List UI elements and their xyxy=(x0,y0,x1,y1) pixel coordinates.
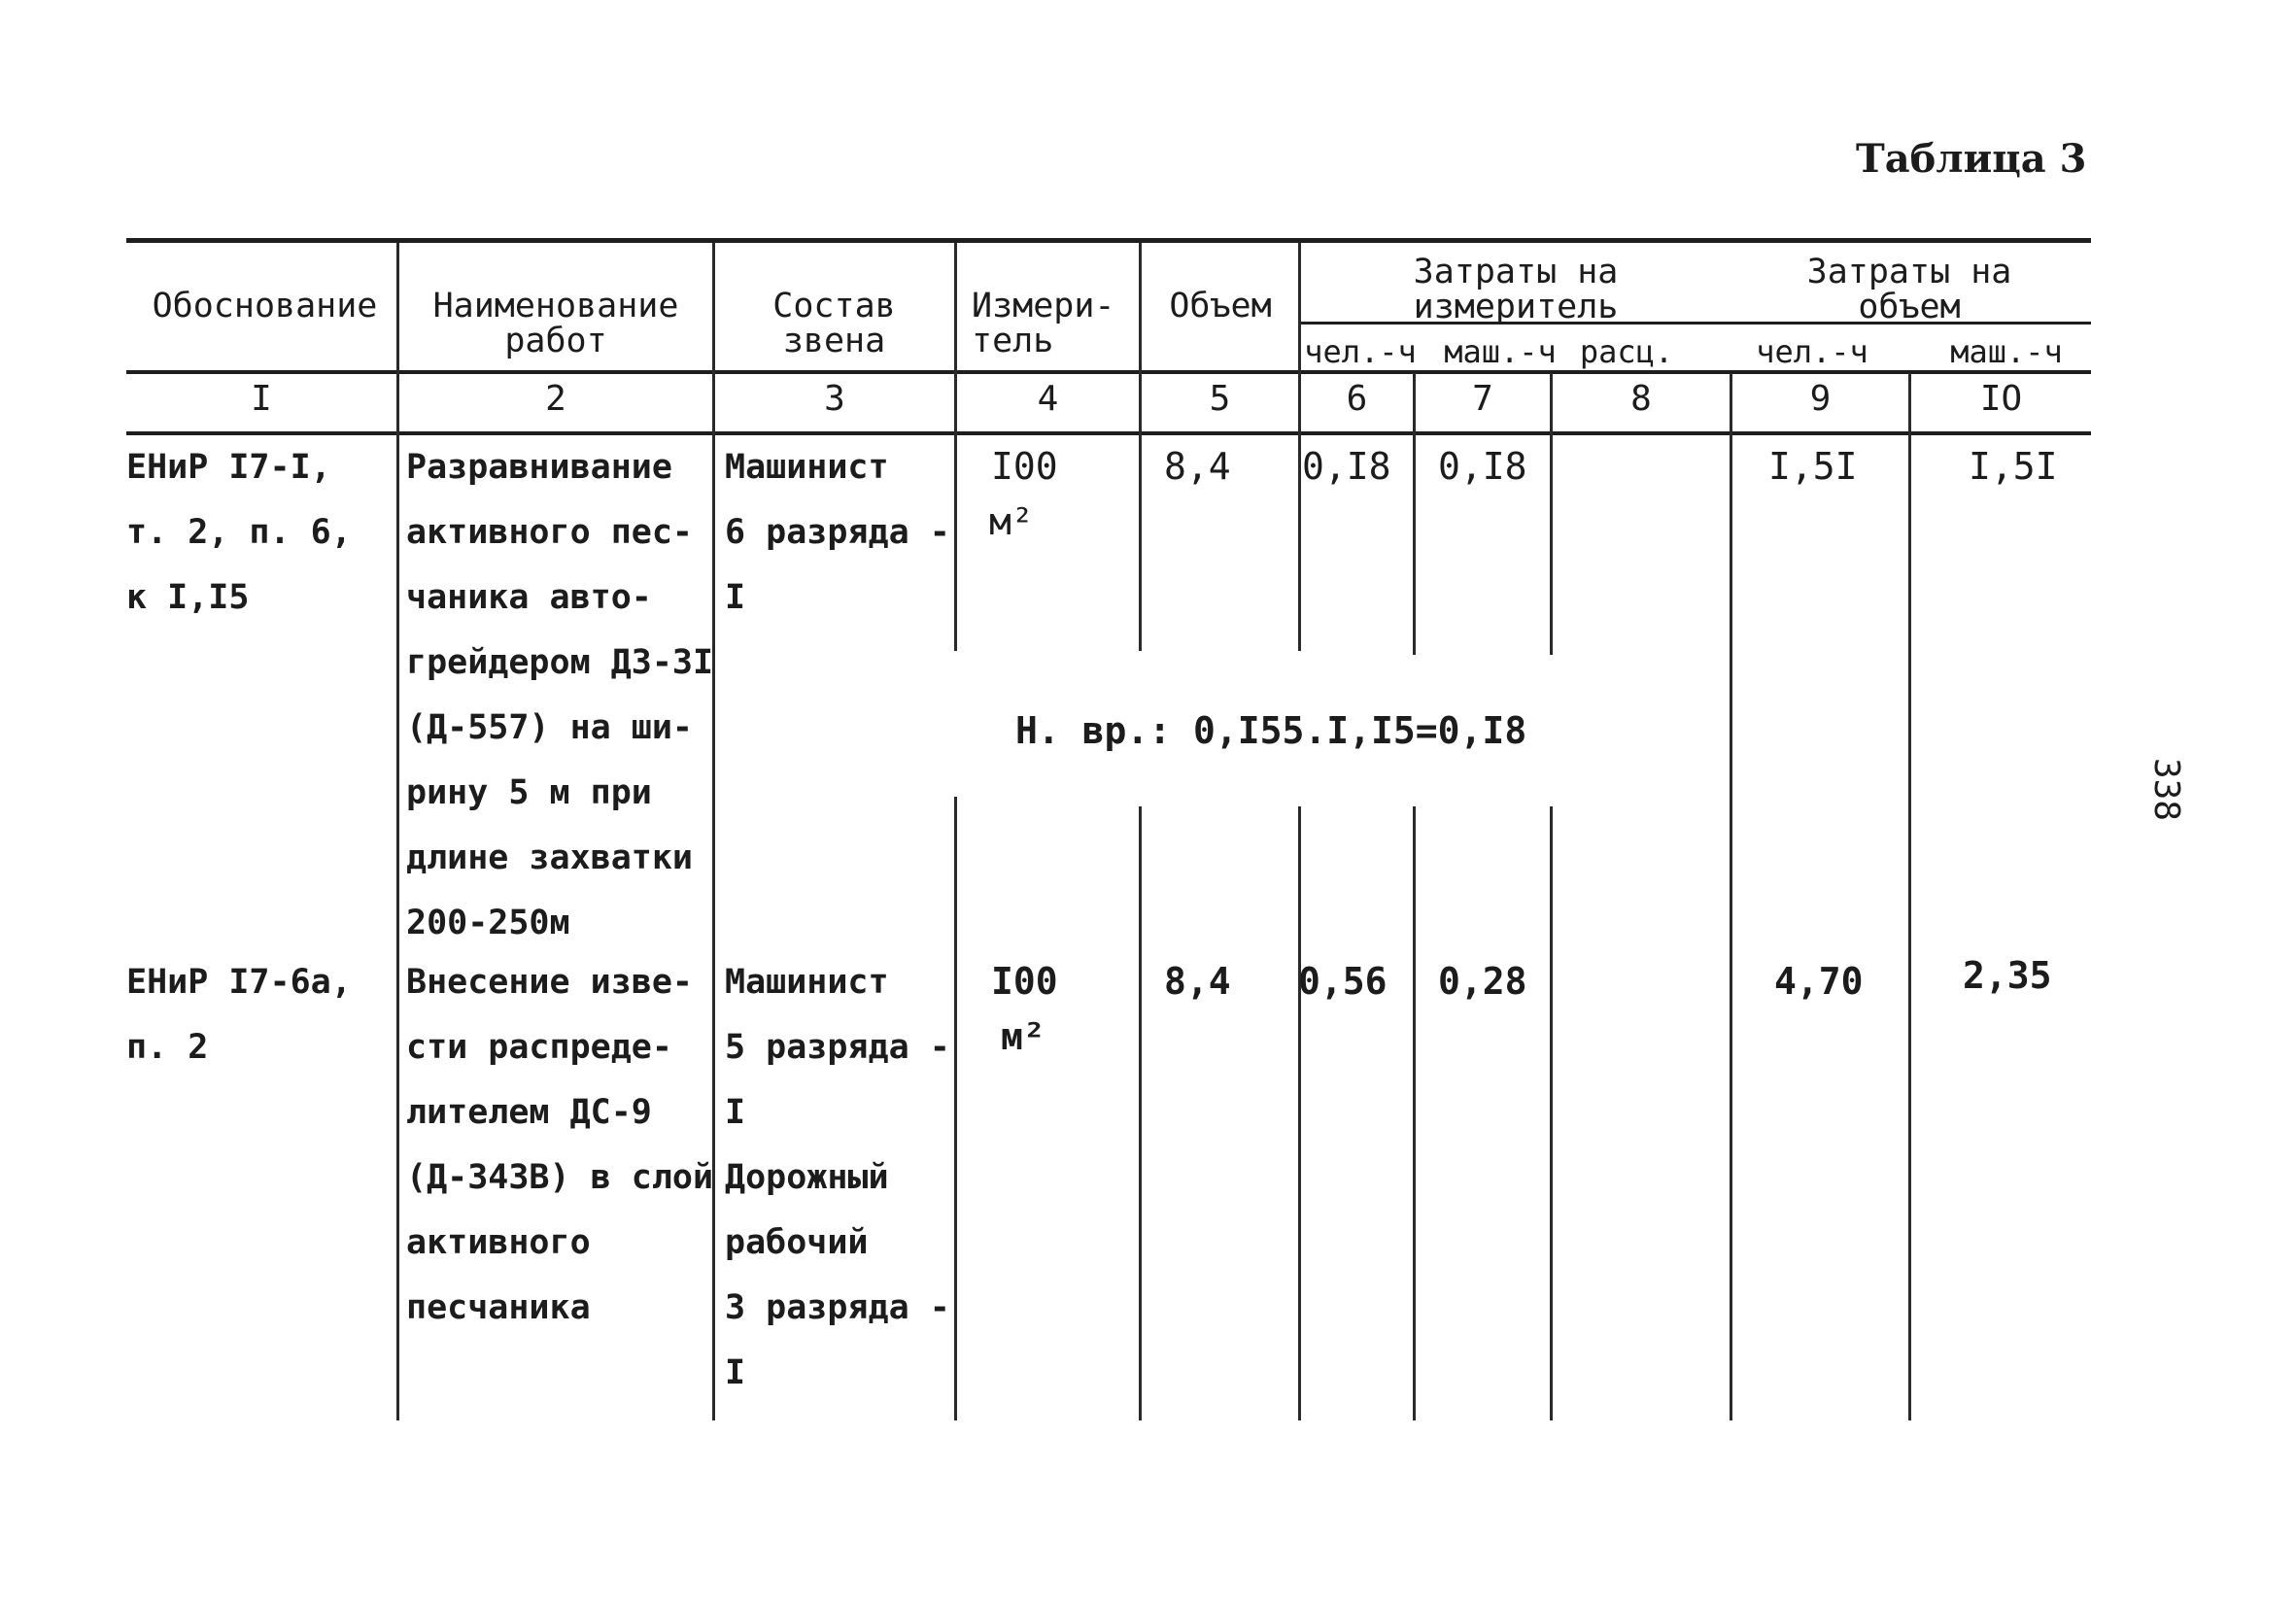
col-divider-9 xyxy=(1908,373,1911,1420)
table-title: Таблица 3 xyxy=(1856,136,2087,182)
col-divider-4b xyxy=(1139,806,1142,1420)
row2-crew-line: 3 разряда - xyxy=(725,1288,950,1327)
row1-work-line: 200-250м xyxy=(406,904,570,942)
row2-unit-label: м² xyxy=(1001,1015,1045,1058)
col-number-5: 5 xyxy=(1209,379,1231,419)
row2-work xyxy=(406,950,713,1341)
col-divider-3a xyxy=(954,243,957,651)
subheader-labor-total: чел.-ч xyxy=(1756,333,1868,370)
table-top-rule xyxy=(126,238,2091,243)
header-work-name-line1: Наименование xyxy=(432,287,679,325)
row2-work-line: песчаника xyxy=(406,1288,591,1327)
row1-work-line: активного пес- xyxy=(406,513,694,552)
row1-unit-label: м² xyxy=(989,500,1034,543)
row2-work-line: Внесение изве- xyxy=(406,963,694,1002)
row1-volume: 8,4 xyxy=(1164,445,1231,488)
col-number-4: 4 xyxy=(1037,379,1059,419)
row1-crew xyxy=(725,435,950,631)
col-divider-5b xyxy=(1298,806,1301,1420)
header-bottom-rule xyxy=(126,370,2091,374)
subheader-labor-unit: чел.-ч xyxy=(1304,333,1417,370)
row2-basis-line: ЕНиР I7-6а, xyxy=(126,963,352,1002)
row2-crew-line: Машинист xyxy=(725,963,889,1002)
col-divider-6b xyxy=(1413,806,1416,1420)
col-divider-5a xyxy=(1298,243,1301,651)
row2-crew-line: 5 разряда - xyxy=(725,1028,950,1067)
row1-machine-per-unit: 0,I8 xyxy=(1438,445,1527,488)
row1-machine-total: I,5I xyxy=(1969,445,2058,488)
header-cost-per-unit-line1: Затраты на xyxy=(1413,253,1619,291)
row1-basis-line: к I,I5 xyxy=(126,578,250,617)
row1-work-line: (Д-557) на ши- xyxy=(406,708,694,747)
row2-crew-line: Дорожный xyxy=(725,1158,889,1197)
header-basis: Обоснование xyxy=(152,287,378,325)
row2-crew-line: рабочий xyxy=(725,1223,869,1262)
row2-basis xyxy=(126,950,352,1080)
header-cost-per-unit xyxy=(1302,255,1730,325)
row2-labor-per-unit: 0,56 xyxy=(1298,960,1388,1003)
row1-basis-line: т. 2, п. 6, xyxy=(126,513,352,552)
row1-work-line: чаника авто- xyxy=(406,578,652,617)
row1-work-line: длине захватки xyxy=(406,838,694,877)
header-cost-per-volume-line1: Затраты на xyxy=(1806,253,2012,291)
row2-unit-value: I00 xyxy=(991,960,1058,1003)
header-unit-line1: Измери- xyxy=(972,287,1115,325)
subheader-rate: расц. xyxy=(1579,333,1674,370)
row1-basis xyxy=(126,435,352,631)
row1-work xyxy=(406,435,713,956)
header-cost-per-unit-line2: измеритель xyxy=(1413,288,1619,326)
row2-crew xyxy=(725,950,950,1406)
col-number-2: 2 xyxy=(545,379,566,419)
col-number-6: 6 xyxy=(1346,379,1368,419)
header-crew-line1: Состав xyxy=(772,287,896,325)
header-unit xyxy=(972,289,1137,359)
col-divider-4a xyxy=(1139,243,1142,651)
row2-volume: 8,4 xyxy=(1164,960,1231,1003)
row1-unit-value: I00 xyxy=(991,445,1058,488)
col-number-9: 9 xyxy=(1809,379,1832,419)
row2-work-line: активного xyxy=(406,1223,591,1262)
row2-labor-total: 4,70 xyxy=(1774,960,1864,1003)
row2-basis-line: п. 2 xyxy=(126,1028,209,1067)
row1-labor-per-unit: 0,I8 xyxy=(1302,445,1391,488)
row1-crew-line: 6 разряда - xyxy=(725,513,950,552)
col-number-10: IO xyxy=(1979,379,2023,419)
header-crew-line2: звена xyxy=(782,322,886,360)
subheader-machine-unit: маш.-ч xyxy=(1444,333,1557,370)
row2-crew-line: I xyxy=(725,1093,746,1132)
row1-basis-line: ЕНиР I7-I, xyxy=(126,448,331,487)
header-unit-line2: тель xyxy=(972,322,1054,360)
header-volume: Объем xyxy=(1169,287,1272,325)
header-cost-per-volume xyxy=(1730,255,2089,325)
row1-work-line: рину 5 м при xyxy=(406,773,652,812)
col-number-7: 7 xyxy=(1472,379,1493,419)
col-divider-7b xyxy=(1550,806,1553,1420)
col-number-1: I xyxy=(251,379,272,419)
col-divider-1 xyxy=(396,243,399,1420)
col-divider-3b xyxy=(954,797,957,1420)
row2-work-line: (Д-343В) в слой xyxy=(406,1158,714,1197)
row1-labor-total: I,5I xyxy=(1768,445,1858,488)
row1-work-line: Разравнивание xyxy=(406,448,672,487)
header-work-name xyxy=(400,289,711,359)
row2-work-line: сти распреде- xyxy=(406,1028,672,1067)
col-number-8: 8 xyxy=(1630,379,1652,419)
row1-norm-note: Н. вр.: 0,I55.I,I5=0,I8 xyxy=(1015,709,1527,752)
col-number-3: 3 xyxy=(824,379,845,419)
row1-work-line: грейдером ДЗ-3I xyxy=(406,643,714,682)
row2-crew-line: I xyxy=(725,1353,746,1392)
row2-machine-per-unit: 0,28 xyxy=(1438,960,1527,1003)
page-number: 338 xyxy=(2146,758,2186,822)
row1-crew-line: I xyxy=(725,578,746,617)
subheader-machine-total: маш.-ч xyxy=(1950,333,2063,370)
header-work-name-line2: работ xyxy=(504,322,607,360)
header-cost-per-volume-line2: объем xyxy=(1858,288,1961,326)
row2-machine-total: 2,35 xyxy=(1963,954,2052,997)
col-divider-8 xyxy=(1730,373,1732,1420)
header-crew xyxy=(715,289,953,359)
row2-work-line: лителем ДС-9 xyxy=(406,1093,652,1132)
row1-crew-line: Машинист xyxy=(725,448,889,487)
